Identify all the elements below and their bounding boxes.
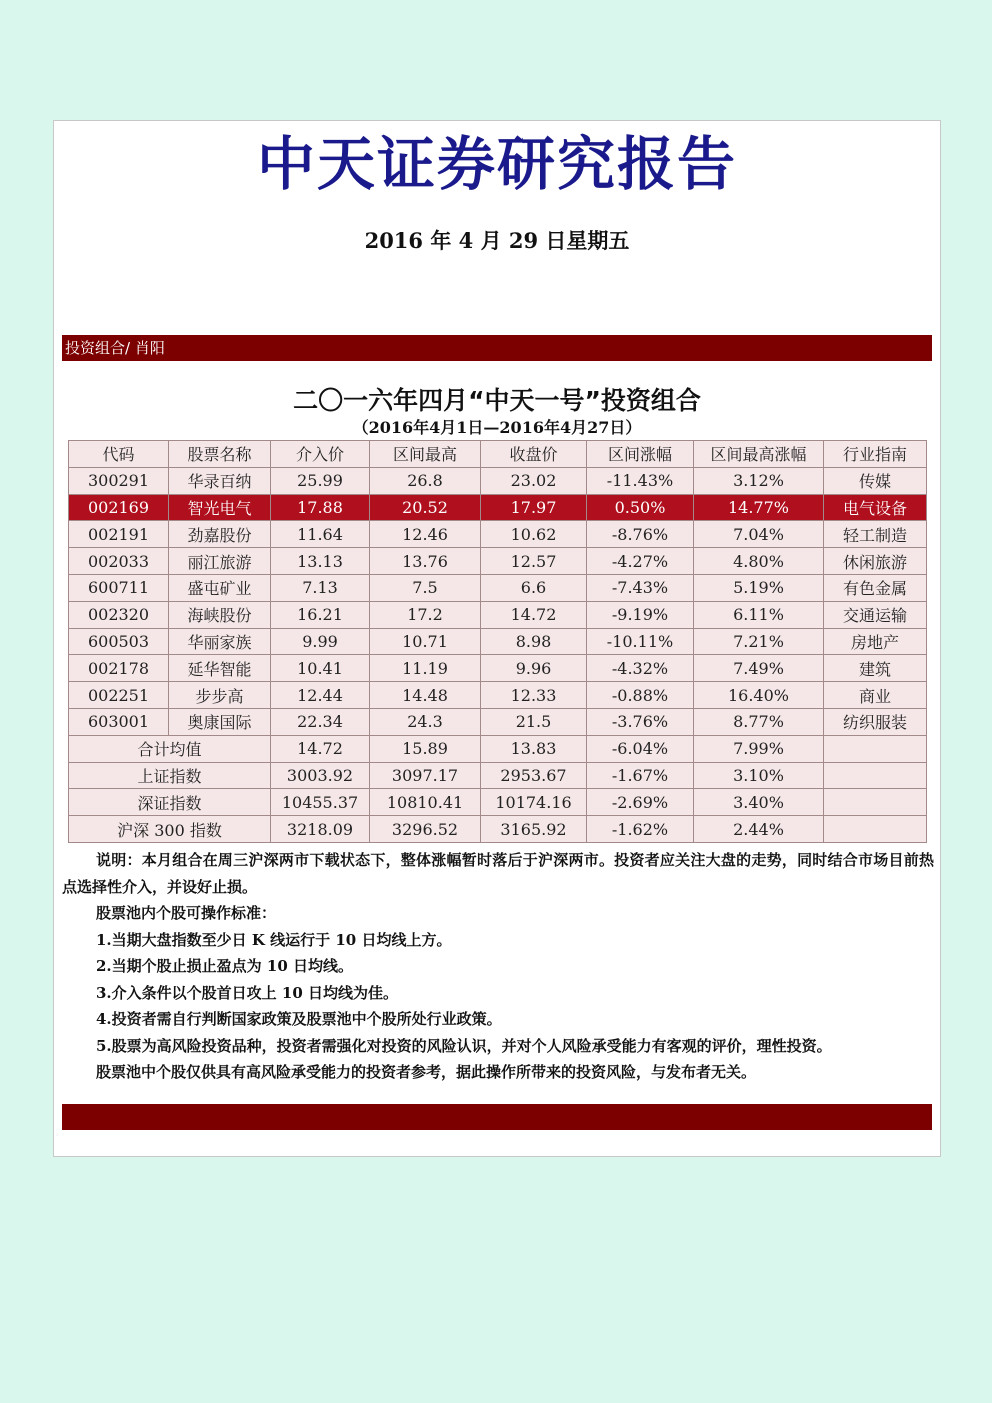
cell-entry-price: 7.13 xyxy=(271,574,370,601)
portfolio-title: 二〇一六年四月“中天一号”投资组合 xyxy=(293,386,701,415)
cell-max-change: 5.19% xyxy=(694,574,824,601)
cell-industry: 交通运输 xyxy=(824,601,927,628)
summary-row xyxy=(69,789,927,816)
report-date: 2016 年 4 月 29 日星期五 xyxy=(364,228,630,253)
cell-change: -1.62% xyxy=(587,816,694,843)
cell-change: -2.69% xyxy=(587,789,694,816)
cell-change: -1.67% xyxy=(587,762,694,789)
cell-industry xyxy=(824,762,927,789)
cell-change: -0.88% xyxy=(587,682,694,709)
cell-change: -4.32% xyxy=(587,655,694,682)
header-name: 股票名称 xyxy=(169,441,271,468)
table-row xyxy=(69,574,927,601)
cell-entry-price: 17.88 xyxy=(271,494,370,521)
cell-code: 002169 xyxy=(69,494,169,521)
cell-code: 603001 xyxy=(69,708,169,735)
cell-code: 002033 xyxy=(69,548,169,575)
note-paragraph: 股票池内个股可操作标准： xyxy=(96,904,277,922)
summary-row xyxy=(69,735,927,762)
cell-entry-price: 12.44 xyxy=(271,682,370,709)
cell-name: 智光电气 xyxy=(169,494,271,521)
cell-close: 10.62 xyxy=(481,521,587,548)
portfolio-period: （2016年4月1日—2016年4月27日） xyxy=(352,418,642,437)
cell-max-change: 7.49% xyxy=(694,655,824,682)
cell-max-change: 7.99% xyxy=(694,735,824,762)
cell-period-high: 13.76 xyxy=(370,548,481,575)
summary-label: 上证指数 xyxy=(69,762,271,789)
cell-close: 14.72 xyxy=(481,601,587,628)
cell-max-change: 7.04% xyxy=(694,521,824,548)
cell-name: 劲嘉股份 xyxy=(169,521,271,548)
cell-name: 盛屯矿业 xyxy=(169,574,271,601)
notes-section xyxy=(62,847,934,1086)
cell-industry: 房地产 xyxy=(824,628,927,655)
cell-entry-price: 3218.09 xyxy=(271,816,370,843)
cell-period-high: 26.8 xyxy=(370,467,481,494)
cell-period-high: 10810.41 xyxy=(370,789,481,816)
cell-code: 002191 xyxy=(69,521,169,548)
cell-period-high: 24.3 xyxy=(370,708,481,735)
cell-name: 海峡股份 xyxy=(169,601,271,628)
table-header-row xyxy=(69,441,927,468)
summary-label: 深证指数 xyxy=(69,789,271,816)
cell-name: 步步高 xyxy=(169,682,271,709)
cell-max-change: 8.77% xyxy=(694,708,824,735)
cell-period-high: 11.19 xyxy=(370,655,481,682)
cell-max-change: 16.40% xyxy=(694,682,824,709)
note-paragraph: 1.当期大盘指数至少日 K 线运行于 10 日均线上方。 xyxy=(96,930,452,949)
header-close: 收盘价 xyxy=(481,441,587,468)
cell-entry-price: 16.21 xyxy=(271,601,370,628)
note-paragraph: 5.股票为高风险投资品种，投资者需强化对投资的风险认识，并对个人风险承受能力有客观的评价，理性投资。 xyxy=(96,1036,832,1055)
table-row xyxy=(69,601,927,628)
cell-industry xyxy=(824,735,927,762)
cell-change: 0.50% xyxy=(587,494,694,521)
table-row xyxy=(69,521,927,548)
cell-close: 21.5 xyxy=(481,708,587,735)
cell-name: 丽江旅游 xyxy=(169,548,271,575)
summary-row xyxy=(69,816,927,843)
cell-change: -4.27% xyxy=(587,548,694,575)
author-bar: 投资组合/ 肖阳 xyxy=(62,335,932,361)
table-row-highlighted xyxy=(69,494,927,521)
cell-industry xyxy=(824,789,927,816)
cell-code: 300291 xyxy=(69,467,169,494)
cell-max-change: 3.10% xyxy=(694,762,824,789)
cell-max-change: 3.12% xyxy=(694,467,824,494)
cell-code: 600711 xyxy=(69,574,169,601)
header-max-change: 区间最高涨幅 xyxy=(694,441,824,468)
cell-entry-price: 22.34 xyxy=(271,708,370,735)
cell-period-high: 3097.17 xyxy=(370,762,481,789)
cell-close: 8.98 xyxy=(481,628,587,655)
cell-max-change: 4.80% xyxy=(694,548,824,575)
cell-industry: 休闲旅游 xyxy=(824,548,927,575)
cell-entry-price: 11.64 xyxy=(271,521,370,548)
cell-period-high: 10.71 xyxy=(370,628,481,655)
cell-industry xyxy=(824,816,927,843)
cell-close: 6.6 xyxy=(481,574,587,601)
table-row xyxy=(69,682,927,709)
cell-entry-price: 9.99 xyxy=(271,628,370,655)
cell-code: 002320 xyxy=(69,601,169,628)
cell-entry-price: 25.99 xyxy=(271,467,370,494)
note-paragraph: 股票池中个股仅供具有高风险承受能力的投资者参考，据此操作所带来的投资风险，与发布者无关。 xyxy=(96,1063,757,1081)
note-paragraph: 3.介入条件以个股首日攻上 10 日均线为佳。 xyxy=(96,983,398,1002)
cell-entry-price: 3003.92 xyxy=(271,762,370,789)
header-period-high: 区间最高 xyxy=(370,441,481,468)
cell-close: 12.57 xyxy=(481,548,587,575)
cell-period-high: 20.52 xyxy=(370,494,481,521)
cell-entry-price: 10455.37 xyxy=(271,789,370,816)
cell-max-change: 6.11% xyxy=(694,601,824,628)
cell-industry: 纺织服装 xyxy=(824,708,927,735)
cell-period-high: 7.5 xyxy=(370,574,481,601)
cell-max-change: 14.77% xyxy=(694,494,824,521)
portfolio-table xyxy=(68,440,927,843)
table-row xyxy=(69,548,927,575)
cell-change: -8.76% xyxy=(587,521,694,548)
cell-industry: 电气设备 xyxy=(824,494,927,521)
cell-close: 10174.16 xyxy=(481,789,587,816)
cell-change: -3.76% xyxy=(587,708,694,735)
header-code: 代码 xyxy=(69,441,169,468)
note-paragraph: 说明：本月组合在周三沪深两市下载状态下，整体涨幅暂时落后于沪深两市。投资者应关注大盘的走势，同时结合市场目前热点选择性介入，并设好止损。 xyxy=(62,851,934,896)
header-industry: 行业指南 xyxy=(824,441,927,468)
note-paragraph: 4.投资者需自行判断国家政策及股票池中个股所处行业政策。 xyxy=(96,1010,502,1028)
cell-entry-price: 13.13 xyxy=(271,548,370,575)
table-row xyxy=(69,655,927,682)
table-row xyxy=(69,467,927,494)
cell-period-high: 3296.52 xyxy=(370,816,481,843)
cell-code: 600503 xyxy=(69,628,169,655)
cell-period-high: 15.89 xyxy=(370,735,481,762)
cell-close: 2953.67 xyxy=(481,762,587,789)
footer-bar xyxy=(62,1104,932,1130)
cell-change: -6.04% xyxy=(587,735,694,762)
cell-change: -9.19% xyxy=(587,601,694,628)
cell-close: 9.96 xyxy=(481,655,587,682)
cell-max-change: 2.44% xyxy=(694,816,824,843)
header-change: 区间涨幅 xyxy=(587,441,694,468)
cell-close: 23.02 xyxy=(481,467,587,494)
cell-max-change: 3.40% xyxy=(694,789,824,816)
cell-close: 13.83 xyxy=(481,735,587,762)
cell-period-high: 14.48 xyxy=(370,682,481,709)
header-entry-price: 介入价 xyxy=(271,441,370,468)
cell-close: 3165.92 xyxy=(481,816,587,843)
cell-industry: 传媒 xyxy=(824,467,927,494)
cell-name: 奥康国际 xyxy=(169,708,271,735)
cell-code: 002178 xyxy=(69,655,169,682)
cell-name: 延华智能 xyxy=(169,655,271,682)
report-page xyxy=(53,120,941,1157)
cell-industry: 有色金属 xyxy=(824,574,927,601)
cell-name: 华丽家族 xyxy=(169,628,271,655)
cell-entry-price: 10.41 xyxy=(271,655,370,682)
cell-entry-price: 14.72 xyxy=(271,735,370,762)
cell-code: 002251 xyxy=(69,682,169,709)
cell-close: 17.97 xyxy=(481,494,587,521)
cell-close: 12.33 xyxy=(481,682,587,709)
summary-label: 沪深 300 指数 xyxy=(69,816,271,843)
cell-change: -10.11% xyxy=(587,628,694,655)
cell-change: -11.43% xyxy=(587,467,694,494)
note-paragraph: 2.当期个股止损止盈点为 10 日均线。 xyxy=(96,957,353,975)
summary-label: 合计均值 xyxy=(69,735,271,762)
cell-name: 华录百纳 xyxy=(169,467,271,494)
table-row xyxy=(69,628,927,655)
summary-row xyxy=(69,762,927,789)
cell-period-high: 17.2 xyxy=(370,601,481,628)
cell-industry: 轻工制造 xyxy=(824,521,927,548)
cell-max-change: 7.21% xyxy=(694,628,824,655)
cell-industry: 建筑 xyxy=(824,655,927,682)
report-title: 中天证券研究报告 xyxy=(256,130,737,198)
cell-period-high: 12.46 xyxy=(370,521,481,548)
cell-change: -7.43% xyxy=(587,574,694,601)
table-row xyxy=(69,708,927,735)
cell-industry: 商业 xyxy=(824,682,927,709)
